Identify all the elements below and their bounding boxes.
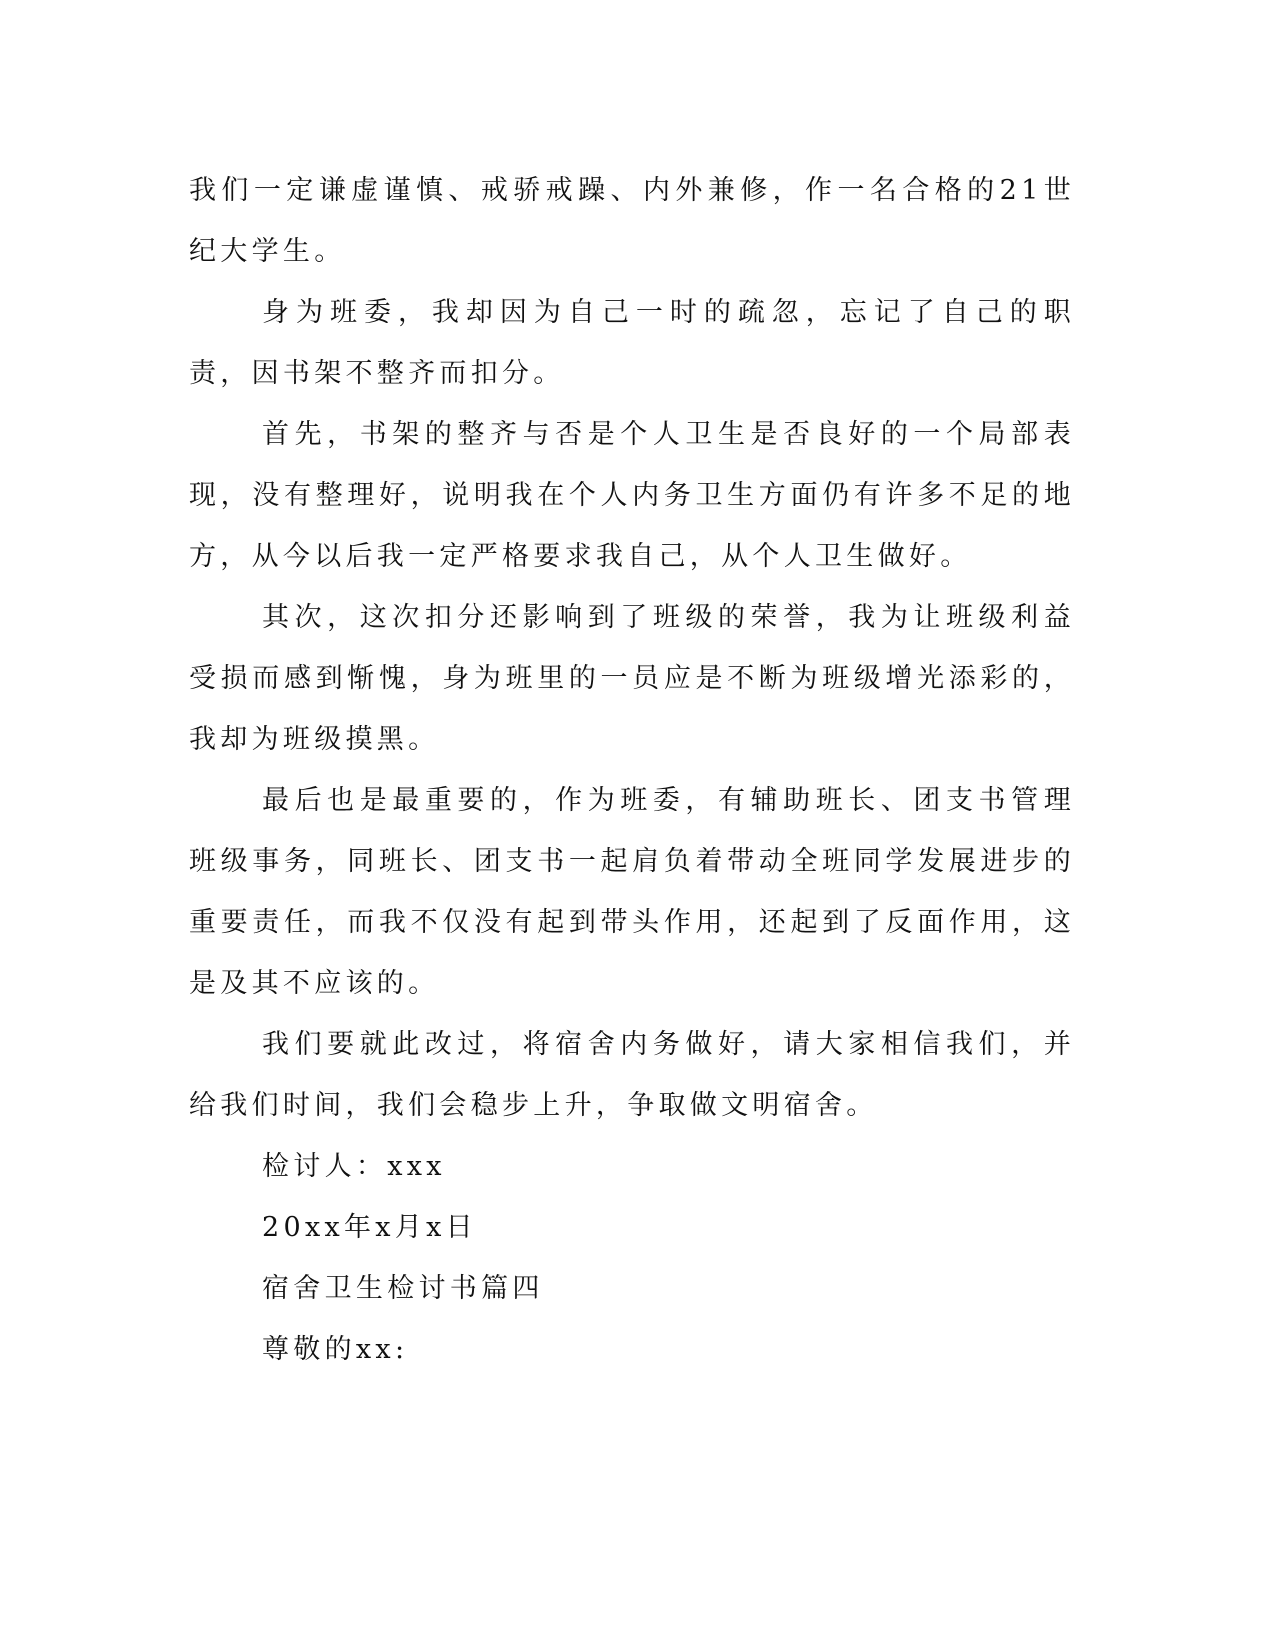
- paragraph-first: 首先，书架的整齐与否是个人卫生是否良好的一个局部表现，没有整理好，说明我在个人内务卫生方面仍有许多不足的地方，从今以后我一定严格要求我自己，从个人卫生做好。: [189, 419, 1075, 572]
- paragraph-last: 最后也是最重要的，作为班委，有辅助班长、团支书管理班级事务，同班长、团支书一起肩负着带动全班同学发展进步的重要责任，而我不仅没有起到带头作用，还起到了反面作用，这是及其不应该的。: [189, 785, 1075, 999]
- paragraph-continuation: 我们一定谦虚谨慎、戒骄戒躁、内外兼修，作一名合格的21世纪大学生。: [189, 175, 1075, 267]
- salutation-line: 尊敬的xx:: [262, 1334, 409, 1365]
- document-body: [189, 160, 1075, 1380]
- paragraph-second: 其次，这次扣分还影响到了班级的荣誉，我为让班级利益受损而感到惭愧，身为班里的一员应是不断为班级增光添彩的，我却为班级摸黑。: [189, 602, 1075, 755]
- date-line: 20xx年x月x日: [262, 1212, 477, 1243]
- paragraph-resolution: 我们要就此改过，将宿舍内务做好，请大家相信我们，并给我们时间，我们会稳步上升，争取做文明宿舍。: [189, 1029, 1075, 1121]
- paragraph-class-committee: 身为班委，我却因为自己一时的疏忽，忘记了自己的职责，因书架不整齐而扣分。: [189, 297, 1075, 389]
- signature-line: 检讨人：xxx: [262, 1151, 446, 1182]
- section-title: 宿舍卫生检讨书篇四: [262, 1273, 544, 1304]
